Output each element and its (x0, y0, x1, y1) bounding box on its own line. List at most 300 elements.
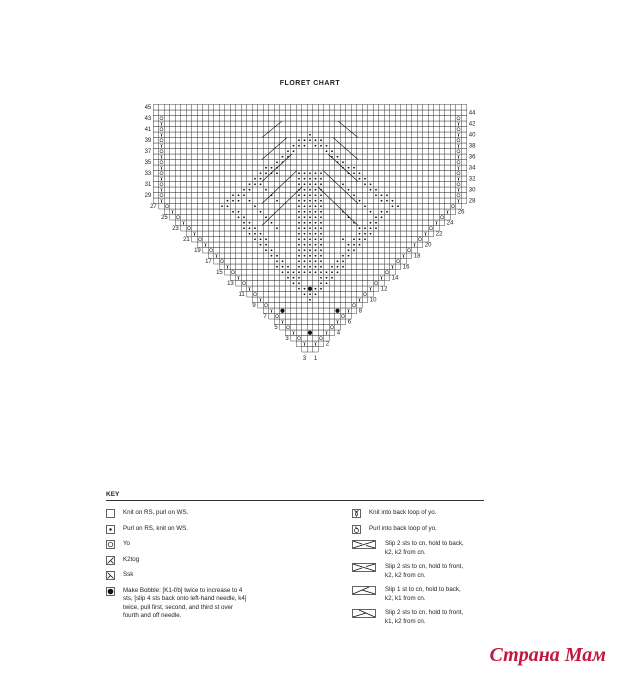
chart-cell (230, 121, 236, 127)
chart-cell (357, 182, 363, 188)
chart-cell (324, 176, 330, 182)
chart-cell (335, 237, 341, 243)
purl-dot-icon (265, 244, 267, 246)
purl-dot-icon (304, 189, 306, 191)
row-number-left: 35 (144, 160, 152, 167)
chart-cell (219, 248, 225, 254)
row-number-right: 40 (468, 132, 476, 139)
chart-cell (456, 149, 462, 155)
chart-cell (412, 176, 418, 182)
chart-cell (324, 121, 330, 127)
purl-dot-icon (304, 216, 306, 218)
chart-cell (291, 253, 297, 259)
chart-cell (296, 165, 302, 171)
chart-cell (395, 193, 401, 199)
chart-cell (379, 176, 385, 182)
chart-cell (351, 297, 357, 303)
chart-cell (236, 264, 242, 270)
chart-cell (247, 242, 253, 248)
chart-cell (390, 160, 396, 166)
purl-dot-icon (315, 266, 317, 268)
chart-cell (219, 154, 225, 160)
chart-cell (346, 143, 352, 149)
chart-cell (335, 209, 341, 215)
chart-cell (423, 220, 429, 226)
chart-cell (258, 187, 264, 193)
chart-cell (384, 143, 390, 149)
key-item-text: Knit into back loop of yo. (369, 509, 437, 516)
chart-cell (252, 292, 258, 298)
key-item-text: Purl into back loop of yo. (369, 524, 437, 532)
chart-cell (423, 138, 429, 144)
k2tog-icon (106, 556, 115, 565)
chart-cell (302, 281, 308, 287)
chart-cell (329, 319, 335, 325)
chart-cell (423, 132, 429, 138)
chart-cell (379, 182, 385, 188)
purl-dot-icon (254, 183, 256, 185)
chart-cell (230, 242, 236, 248)
purl-dot-icon (309, 227, 311, 229)
chart-cell (225, 171, 231, 177)
chart-cell (401, 231, 407, 237)
chart-cell (346, 281, 352, 287)
purl-dot-icon (364, 227, 366, 229)
chart-cell (324, 226, 330, 232)
chart-cell (456, 160, 462, 166)
chart-cell (329, 237, 335, 243)
chart-cell (302, 347, 308, 353)
chart-cell (269, 281, 275, 287)
chart-cell (186, 127, 192, 133)
chart-cell (346, 259, 352, 265)
chart-cell (192, 171, 198, 177)
purl-dot-icon (320, 200, 322, 202)
purl-dot-icon (298, 145, 300, 147)
chart-cell (428, 226, 434, 232)
chart-cell (181, 226, 187, 232)
chart-cell (175, 165, 181, 171)
chart-cell (423, 143, 429, 149)
chart-cell (373, 149, 379, 155)
chart-cell (175, 105, 181, 111)
chart-cell (153, 154, 159, 160)
chart-cell (362, 264, 368, 270)
chart-cell (236, 226, 242, 232)
chart-cell (390, 209, 396, 215)
chart-cell (263, 160, 269, 166)
chart-cell (186, 204, 192, 210)
chart-cell (390, 253, 396, 259)
key-item (106, 509, 188, 518)
chart-cell (186, 121, 192, 127)
purl-dot-icon (315, 227, 317, 229)
chart-cell (302, 314, 308, 320)
purl-dot-icon (320, 260, 322, 262)
chart-cell (241, 231, 247, 237)
purl-dot-icon (304, 211, 306, 213)
chart-cell (346, 220, 352, 226)
chart-cell (285, 105, 291, 111)
chart-cell (362, 127, 368, 133)
chart-cell (291, 231, 297, 237)
chart-cell (357, 286, 363, 292)
chart-cell (302, 132, 308, 138)
chart-cell (181, 209, 187, 215)
purl-dot-icon (320, 271, 322, 273)
chart-cell (291, 176, 297, 182)
chart-cell (340, 226, 346, 232)
row-number-left: 21 (183, 237, 190, 244)
chart-cell (269, 143, 275, 149)
purl-dot-icon (315, 172, 317, 174)
chart-cell (296, 314, 302, 320)
chart-cell (417, 242, 423, 248)
chart-cell (379, 143, 385, 149)
purl-dot-icon (386, 211, 388, 213)
chart-cell (335, 275, 341, 281)
chart-cell (395, 231, 401, 237)
chart-cell (285, 182, 291, 188)
purl-dot-icon (304, 293, 306, 295)
chart-cell (428, 198, 434, 204)
chart-cell (269, 154, 275, 160)
chart-cell (269, 292, 275, 298)
chart-cell (368, 242, 374, 248)
chart-cell (390, 259, 396, 265)
chart-cell (324, 319, 330, 325)
chart-cell (384, 154, 390, 160)
chart-cell (258, 286, 264, 292)
chart-cell (153, 176, 159, 182)
chart-cell (285, 319, 291, 325)
row-number-left: 19 (194, 248, 201, 255)
chart-cell (423, 121, 429, 127)
chart-cell (175, 121, 181, 127)
chart-cell (450, 160, 456, 166)
chart-cell (258, 292, 264, 298)
chart-cell (258, 160, 264, 166)
chart-cell (296, 160, 302, 166)
row-number-right: 38 (468, 143, 476, 150)
chart-cell (291, 308, 297, 314)
chart-cell (329, 165, 335, 171)
chart-cell (302, 165, 308, 171)
chart-cell (247, 292, 253, 298)
chart-cell (379, 270, 385, 276)
chart-cell (175, 187, 181, 193)
chart-cell (274, 138, 280, 144)
chart-cell (379, 132, 385, 138)
chart-cell (263, 127, 269, 133)
chart-cell (379, 187, 385, 193)
chart-cell (164, 105, 170, 111)
chart-cell (423, 116, 429, 122)
chart-cell (324, 286, 330, 292)
chart-cell (313, 330, 319, 336)
chart-cell (335, 176, 341, 182)
chart-cell (461, 193, 467, 199)
chart-cell (340, 110, 346, 116)
chart-cell (291, 187, 297, 193)
chart-cell (384, 275, 390, 281)
chart-cell (280, 242, 286, 248)
purl-dot-icon (370, 211, 372, 213)
purl-dot-icon (342, 255, 344, 257)
chart-cell (203, 171, 209, 177)
purl-dot-icon (375, 216, 377, 218)
chart-cell (318, 105, 324, 111)
chart-cell (280, 303, 286, 309)
chart-cell (395, 121, 401, 127)
chart-cell (351, 303, 357, 309)
chart-cell (406, 127, 412, 133)
chart-cell (285, 132, 291, 138)
chart-cell (357, 154, 363, 160)
chart-cell (230, 259, 236, 265)
chart-cell (335, 242, 341, 248)
chart-cell (406, 226, 412, 232)
chart-cell (285, 242, 291, 248)
chart-cell (384, 215, 390, 221)
chart-cell (368, 215, 374, 221)
row-number-right: 12 (380, 286, 388, 293)
chart-cell (219, 165, 225, 171)
purl-dot-icon (304, 271, 306, 273)
chart-cell (412, 187, 418, 193)
chart-cell (346, 264, 352, 270)
chart-cell (351, 281, 357, 287)
chart-cell (252, 297, 258, 303)
chart-cell (324, 171, 330, 177)
chart-cell (285, 325, 291, 331)
chart-cell (175, 143, 181, 149)
chart-cell (197, 160, 203, 166)
chart-cell (406, 193, 412, 199)
chart-cell (461, 165, 467, 171)
chart-cell (208, 215, 214, 221)
chart-cell (362, 292, 368, 298)
purl-dot-icon (337, 266, 339, 268)
chart-cell (247, 176, 253, 182)
chart-cell (274, 242, 280, 248)
row-number-left: 15 (216, 270, 223, 277)
chart-cell (280, 132, 286, 138)
chart-cell (164, 209, 170, 215)
chart-cell (230, 187, 236, 193)
chart-cell (373, 182, 379, 188)
purl-dot-icon (271, 222, 273, 224)
chart-cell (291, 132, 297, 138)
key-item (106, 540, 130, 549)
chart-cell (252, 143, 258, 149)
chart-cell (291, 215, 297, 221)
chart-cell (423, 165, 429, 171)
purl-dot-icon (331, 277, 333, 279)
chart-cell (412, 182, 418, 188)
chart-cell (362, 193, 368, 199)
chart-cell (291, 165, 297, 171)
chart-cell (373, 143, 379, 149)
purl-dot-icon (331, 266, 333, 268)
chart-cell (439, 154, 445, 160)
chart-cell (456, 204, 462, 210)
chart-cell (192, 215, 198, 221)
chart-cell (313, 165, 319, 171)
chart-cell (439, 105, 445, 111)
chart-cell (280, 165, 286, 171)
chart-cell (214, 127, 220, 133)
chart-cell (461, 198, 467, 204)
chart-cell (384, 149, 390, 155)
purl-dot-icon (232, 200, 234, 202)
chart-cell (236, 171, 242, 177)
chart-cell (461, 121, 467, 127)
purl-dot-icon (315, 216, 317, 218)
chart-cell (241, 143, 247, 149)
chart-cell (423, 160, 429, 166)
chart-cell (258, 259, 264, 265)
chart-cell (390, 226, 396, 232)
chart-cell (230, 138, 236, 144)
chart-cell (153, 160, 159, 166)
chart-cell (434, 204, 440, 210)
purl-dot-icon (304, 260, 306, 262)
chart-cell (219, 209, 225, 215)
chart-cell (214, 187, 220, 193)
chart-cell (401, 171, 407, 177)
chart-cell (395, 165, 401, 171)
chart-cell (379, 105, 385, 111)
chart-cell (307, 116, 313, 122)
chart-cell (384, 253, 390, 259)
chart-cell (186, 220, 192, 226)
chart-cell (274, 209, 280, 215)
purl-dot-icon (293, 150, 295, 152)
purl-dot-icon (359, 244, 361, 246)
chart-cell (346, 160, 352, 166)
chart-cell (247, 281, 253, 287)
row-number-right: 36 (468, 154, 476, 161)
chart-cell (401, 226, 407, 232)
purl-dot-icon (249, 183, 251, 185)
chart-cell (412, 105, 418, 111)
chart-cell (186, 138, 192, 144)
chart-cell (362, 275, 368, 281)
chart-cell (329, 160, 335, 166)
chart-cell (164, 149, 170, 155)
chart-cell (357, 110, 363, 116)
purl-dot-icon (260, 238, 262, 240)
chart-cell (351, 292, 357, 298)
chart-cell (450, 165, 456, 171)
chart-cell (170, 165, 176, 171)
chart-cell (351, 275, 357, 281)
chart-cell (170, 154, 176, 160)
key-item-text: Slip 2 sts to cn, hold to front, k2, k2 from cn. (385, 563, 464, 579)
chart-cell (208, 209, 214, 215)
chart-cell (368, 110, 374, 116)
chart-cell (291, 242, 297, 248)
chart-cell (456, 127, 462, 133)
chart-cell (395, 248, 401, 254)
chart-cell (181, 165, 187, 171)
bobble-icon (280, 309, 284, 313)
purl-dot-icon (249, 233, 251, 235)
chart-cell (203, 198, 209, 204)
chart-cell (340, 281, 346, 287)
purl-dot-icon (364, 205, 366, 207)
chart-cell (340, 275, 346, 281)
purl-dot-icon (381, 194, 383, 196)
purl-dot-icon (304, 183, 306, 185)
chart-cell (384, 226, 390, 232)
chart-cell (230, 182, 236, 188)
chart-cell (263, 220, 269, 226)
chart-cell (197, 121, 203, 127)
chart-cell (313, 110, 319, 116)
purl-dot-icon (375, 227, 377, 229)
chart-cell (214, 248, 220, 254)
chart-cell (340, 176, 346, 182)
purl-dot-icon (298, 227, 300, 229)
chart-cell (401, 237, 407, 243)
chart-cell (340, 242, 346, 248)
purl-dot-icon (282, 260, 284, 262)
chart-cell (159, 204, 165, 210)
chart-cell (335, 220, 341, 226)
chart-cell (401, 204, 407, 210)
chart-cell (164, 171, 170, 177)
chart-cell (225, 270, 231, 276)
chart-cell (225, 248, 231, 254)
chart-cell (296, 297, 302, 303)
chart-cell (395, 160, 401, 166)
chart-cell (351, 154, 357, 160)
chart-cell (313, 336, 319, 342)
key-item (106, 525, 188, 534)
row-number-right: 32 (468, 176, 476, 183)
chart-cell (357, 138, 363, 144)
chart-cell (428, 209, 434, 215)
purl-dot-icon (353, 194, 355, 196)
chart-cell (252, 209, 258, 215)
chart-cell (412, 127, 418, 133)
chart-cell (285, 160, 291, 166)
chart-cell (214, 193, 220, 199)
chart-cell (181, 138, 187, 144)
purl-dot-icon (282, 266, 284, 268)
chart-cell (252, 281, 258, 287)
chart-cell (186, 182, 192, 188)
chart-cell (164, 204, 170, 210)
chart-cell (417, 187, 423, 193)
chart-cell (225, 226, 231, 232)
purl-dot-icon (298, 255, 300, 257)
purl-dot-icon (304, 145, 306, 147)
chart-cell (434, 182, 440, 188)
chart-cell (241, 165, 247, 171)
chart-cell (214, 182, 220, 188)
chart-cell (159, 127, 165, 133)
chart-cell (439, 165, 445, 171)
chart-cell (175, 193, 181, 199)
chart-cell (219, 187, 225, 193)
chart-cell (159, 116, 165, 122)
chart-cell (247, 127, 253, 133)
chart-cell (263, 286, 269, 292)
chart-cell (324, 110, 330, 116)
